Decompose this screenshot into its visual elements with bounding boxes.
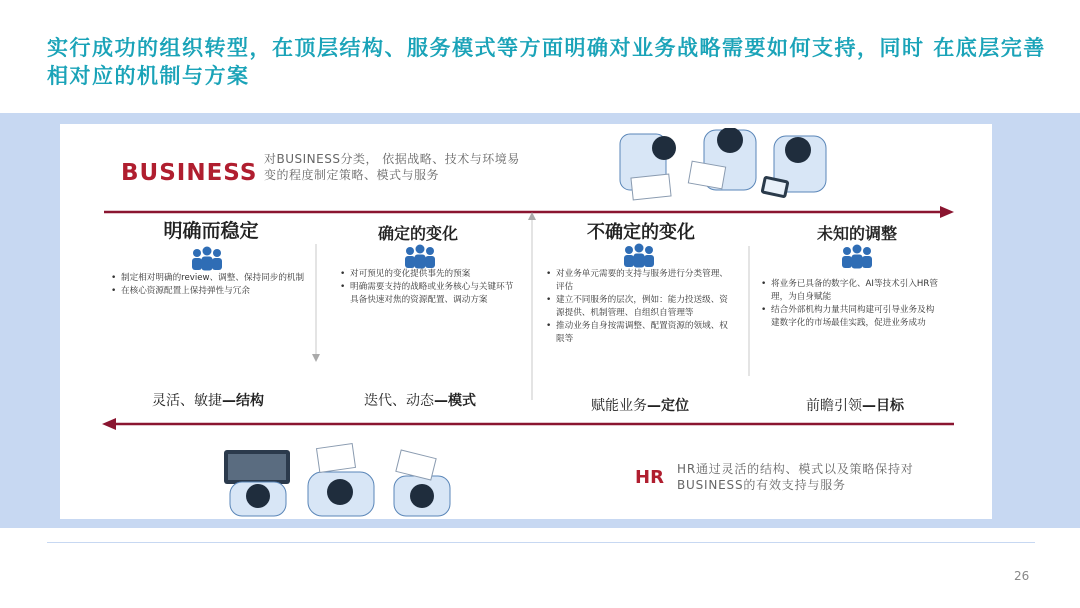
group-people-icon <box>403 244 437 270</box>
bullet-item: • 建立不同服务的层次，例如：能力投送级、资源提供、机制管理、自组织自管理等 <box>545 294 735 320</box>
bullet-item: • 结合外部机构力量共同构建可引导业务及构建数字化的市场最佳实践，促进业务成功 <box>760 304 940 330</box>
bullet-item: • 对可预见的变化提供事先的预案 <box>339 268 517 281</box>
page-title: 实行成功的组织转型，在顶层结构、服务模式等方面明确对业务战略需要如何支持，同时 在底层完善相对应的机制与方案 <box>47 36 1046 88</box>
footer-divider <box>47 542 1035 543</box>
group-people-icon <box>840 244 874 270</box>
page-number: 26 <box>1014 569 1030 583</box>
column-title-2: 确定的变化 <box>377 224 458 243</box>
bullet-item: • 将业务已具备的数字化、AI等技术引入HR管理，为自身赋能 <box>760 278 940 304</box>
bottom-label-text: 迭代、动态 <box>364 393 434 409</box>
hr-team-illustration <box>214 442 466 518</box>
column-bottom-label-4 <box>770 395 940 415</box>
business-team-illustration <box>606 128 838 204</box>
business-label: BUSINESS <box>121 160 258 186</box>
column-bullets-4 <box>760 278 940 330</box>
bullet-item: • 制定相对明确的review、调整、保持同步的机制 <box>110 272 306 285</box>
bottom-label-text: 前瞻引领 <box>806 398 862 414</box>
bottom-label-emphasis: —模式 <box>434 393 476 409</box>
column-bullets-3 <box>545 268 735 346</box>
bottom-label-emphasis: —定位 <box>647 398 689 414</box>
hr-arrow-left <box>102 417 954 431</box>
column-title-4: 未知的调整 <box>816 224 897 243</box>
bottom-label-emphasis: —目标 <box>862 398 904 414</box>
bullet-item: • 推动业务自身按需调整、配置资源的领域、权限等 <box>545 320 735 346</box>
business-description: 对BUSINESS分类， 依据战略、技术与环境易变的程度制定策略、模式与服务 <box>264 152 520 182</box>
hr-label: HR <box>635 467 664 488</box>
separator-arrow-1 <box>311 244 321 362</box>
bullet-item: • 对业务单元需要的支持与服务进行分类管理、评估 <box>545 268 735 294</box>
bottom-label-emphasis: —结构 <box>222 393 264 409</box>
column-bottom-label-3 <box>550 395 730 415</box>
separator-arrow-2 <box>527 212 537 400</box>
column-bottom-label-1 <box>110 390 306 410</box>
bullet-item: • 在核心资源配置上保持弹性与冗余 <box>110 285 306 298</box>
bottom-label-text: 灵活、敏捷 <box>152 393 222 409</box>
bullet-item: • 明确需要支持的战略或业务核心与关键环节具备快速对焦的资源配置、调动方案 <box>339 281 517 307</box>
column-bullets-2 <box>339 268 517 307</box>
column-title-1: 明确而稳定 <box>163 220 259 242</box>
column-bullets-1 <box>110 272 306 298</box>
column-title-3: 不确定的变化 <box>587 222 695 243</box>
separator-line-3 <box>744 246 754 376</box>
group-people-icon <box>622 243 656 269</box>
bottom-label-text: 赋能业务 <box>591 398 647 414</box>
group-people-icon <box>190 246 224 272</box>
column-bottom-label-2 <box>330 390 510 410</box>
hr-description: HR通过灵活的结构、模式以及策略保持对BUSINESS的有效支持与服务 <box>677 462 914 492</box>
